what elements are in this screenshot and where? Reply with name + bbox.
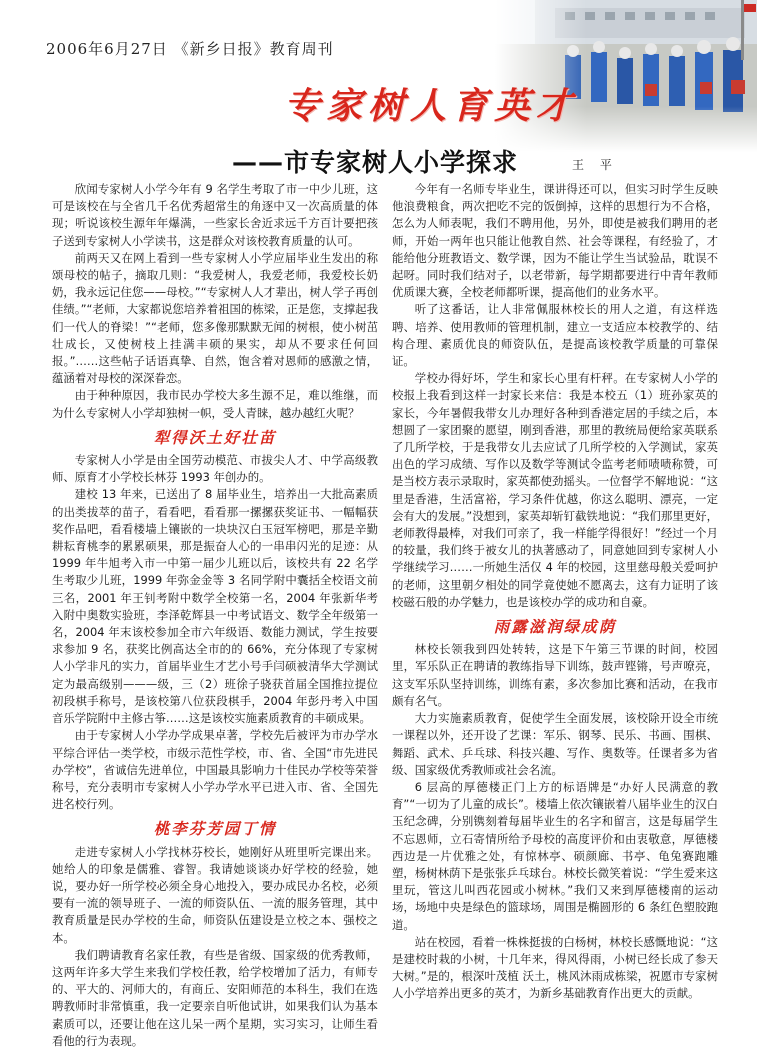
paragraph: 前两天又在网上看到一些专家树人小学应届毕业生发出的称颂母校的帖子，摘取几则：“我爱树人，我爱老师，我爱校长奶奶，我永远记住您——母校。”“专家树人人才辈出，树人学子再创佳绩。”“老师，大家都说您培养着祖国的栋梁，正是您，支撑起我们一代人的脊梁！”“老师，您多像那默默无闻的树根，使小树茁壮成长，又使树枝上挂满丰硕的果实，却从不要求任何回报。”……这些帖子话语真挚、自然，饱含着对恩师的感激之情，蕴涵着对母校的深深眷恋。 <box>52 250 378 386</box>
subheadline: ——市专家树人小学探求 <box>232 148 519 177</box>
publication-dateline: 2006年6月27日 《新乡日报》教育周刊 <box>46 40 334 58</box>
paragraph: 今年有一名师专毕业生，课讲得还可以，但实习时学生反映他浪费粮食，两次把吃不完的饭倒掉，这样的思想行为不合格，怎么为人师表呢，我们不聘用他，另外，即使是被我们聘用的老师，开始一两年也只能让他教自然、社会等课程，有经验了，才能给他分班教语文、数学课，因为不能让学生当试验品，耽误不起呀。同时我们结对子，以老带新，每学期都要进行中青年教师优质课大赛，全校老师都听课，提高他们的业务水平。 <box>392 182 718 300</box>
paragraph: 学校办得好坏，学生和家长心里有杆秤。在专家树人小学的校报上我看到这样一封家长来信：我是本校五（1）班孙家英的家长，今年暑假我带女儿办理好各种到香港定居的手续之后，本想圆了一家团聚的愿望，刚到香港，那里的教统局便给家英联系了几所学校，于是我带女儿去应试了几所学校的入学测试，家英出色的学习成绩、写作以及数学等测试令监考老师啧啧称赞，可是当校方表示录取时，家英都使劲摇头。一位督学不解地说：“这里是香港，生活富裕，学习条件优越，你这么聪明、漂亮，一定会有大的发展。”没想到，家英却斩钉截铁地说：“我们那里更好，老师教得最棒，对我们可亲了，我一样能学得很好！”经过一个月的较量，我们终于被女儿的执著感动了，同意她回到专家树人小学继续学习……一所她生活仅 4 年的校园，这里慈母般关爱呵护的老师，这里朝夕相处的同学竟使她不愿离去，这有力证明了该校磁石般的办学魅力，也是该校办学的成功和自豪。 <box>392 371 718 609</box>
paragraph: 建校 13 年来，已送出了 8 届毕业生，培养出一大批高素质的出类拔萃的苗子，看看吧，看看那一摞摞获奖证书、一幅幅获奖作品吧，看看楼墙上镶嵌的一块块汉白玉冠军榜吧，那是辛勤耕耘育桃李的累累硕果，那是振奋人心的一串串闪光的足迹：从 1999 年牛旭考入市一中第一届少儿班以后，该校共有 22 名学生考取少儿班，1999 年弥金金等 3 名同学附中囊括全校语文前三名，2001 年王钊考附中数学全校第一名，2004 年张新华考入附中奥数实验班，李泽乾辉县一中考试语文、数学全年级第一名，2004 年末该校参加全市六年级语、数能力测试，学生按要求参加 9 名，获奖比例高达全市的的 66%，充分体现了专家树人小学非凡的实力，首届毕业生才艺小号手闫硕被清华大学测试定为最高级别———级，三（2）班徐子骁获首届全国推拉提位初段棋手称号，是该校第八位获段棋手，2004 年彭丹考入中国音乐学院附中主修古筝……这是该校实施素质教育的丰硕成果。 <box>52 487 378 726</box>
paragraph: 欣闻专家树人小学今年有 9 名学生考取了市一中少儿班，这可是该校在与全省几千名优秀超常生的角逐中又一次高质量的体现；听说该校生源年年爆满，一些家长舍近求远千方百计要把孩子送到专家树人小学读书，这是群众对该校教育质量的认可。 <box>52 182 378 248</box>
headline: 专家树人育英才 <box>284 85 579 127</box>
paragraph: 我们聘请教育名家任教，有些是省级、国家级的优秀教师，这两年许多大学生来我们学校任教，给学校增加了活力，有师专的、平大的、河师大的，有商丘、安阳师范的本科生，我们在选聘教师时非常慎重，我一定要亲自听他试讲，如果我们认为基本素质可以，还要让他在这儿呆一两个星期，实习实习，让师生看看他的行为表现。 <box>52 947 378 1048</box>
paragraph: 大力实施素质教育，促使学生全面发展，该校除开设全市统一课程以外，还开设了艺课：军乐、钢琴、民乐、书画、围棋、舞蹈、武术、乒乓球、科技兴趣、写作、奥数等。任课者多为省级、国家级优秀教师或社会名流。 <box>392 711 718 777</box>
left-column <box>52 181 378 1050</box>
paragraph: 专家树人小学是由全国劳动模范、市拔尖人才、中学高级教师、原育才小学校长林芬 1993 年创办的。 <box>52 453 378 485</box>
right-column <box>392 181 718 1003</box>
paragraph: 听了这番话，让人非常佩服林校长的用人之道，有这样选聘、培养、使用教师的管理机制，建立一支适应本校教学的、结构合理、素质优良的师资队伍，是提高该校教学质量的可靠保证。 <box>392 302 718 369</box>
section-heading: 桃李芬芳园丁情 <box>153 819 277 839</box>
paragraph: 走进专家树人小学找林芬校长，她刚好从班里听完课出来。她给人的印象是儒雅、睿智。我请她谈谈办好学校的经验，她说，要办好一所学校必须全身心地投入，要办成民办名校，必须要有一流的领导班子、一流的师资队伍、一流的服务管理，其中教育质量是民办学校的生命，师资队伍建设是立校之本、强校之本。 <box>52 844 378 945</box>
paragraph: 林校长领我到四处转转，这是下午第三节课的时间，校园里，军乐队正在聘请的教练指导下训练，鼓声铿锵，号声嘹亮，这支军乐队坚持训练，训练有素，多次参加比赛和活动，在我市颇有名气。 <box>392 642 718 708</box>
section-heading: 犁得沃土好壮苗 <box>153 427 277 447</box>
section-heading: 雨露滋润绿成荫 <box>493 617 617 637</box>
paragraph: 6 层高的厚德楼正门上方的标语牌是“办好人民满意的教育”“一切为了儿童的成长”。楼墙上依次镶嵌着八届毕业生的汉白玉纪念碑，分别镌刻着每届毕业生的名字和留言，这是每届学生不忘恩师，立石寄情所给予母校的高度评价和由衷敬意，厚德楼西边是一片优雅之处，有惊林亭、硕颜廊、书亭、龟兔赛跑雕塑，杨树林荫下是张张乒乓球台。林校长微笑着说：“学生爱来这里玩，管这儿叫西花园或小树林。”我们又来到厚德楼南的运动场，场地中央是绿色的篮球场，周围是椭圆形的 6 条红色塑胶跑道。 <box>392 779 718 932</box>
paragraph: 由于种种原因，我市民办学校大多生源不足，难以维继，而为什么专家树人小学却独树一帜，受人青睐，越办越红火呢？ <box>52 388 378 420</box>
paragraph: 站在校园，看着一株株挺拔的白杨树，林校长感慨地说：“这是建校时栽的小树，十几年来，得风得雨，小树已经长成了参天大树。”是的，根深叶茂植 沃土，桃风沐雨成栋梁，祝愿市专家树人小学培养出更多的英才，为新乡基础教育作出更大的贡献。 <box>392 934 718 1001</box>
marching-band-photo <box>495 0 757 152</box>
author-byline: 王 平 <box>572 158 618 172</box>
paragraph: 由于专家树人小学办学成果卓著，学校先后被评为市办学水平综合评估一类学校，市级示范性学校，市、省、全国“市先进民办学校”，省诚信先进单位，中国最具影响力十佳民办学校等荣誉称号，充分表明市专家树人小学办学水平已进入市、省、全国先进名校行列。 <box>52 728 378 812</box>
